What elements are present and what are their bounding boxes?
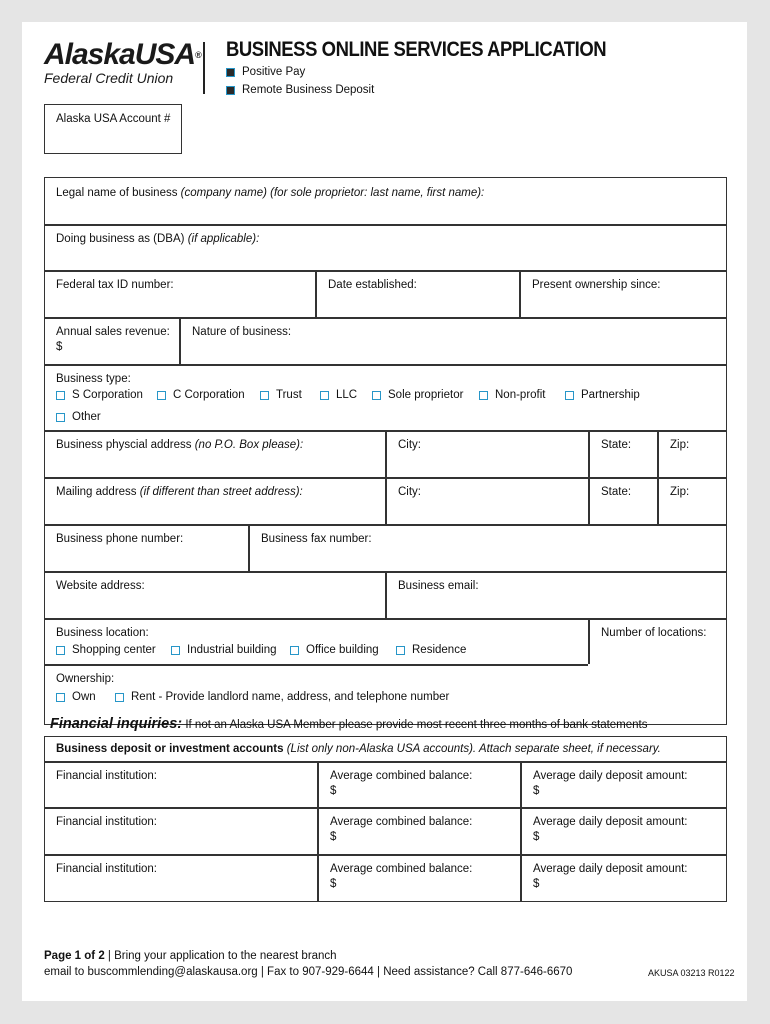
checkbox-icon (479, 391, 488, 400)
remote-deposit-checkbox[interactable]: Remote Business Deposit (226, 84, 374, 96)
positive-pay-checkbox[interactable]: Positive Pay (226, 66, 305, 78)
checkbox-icon (260, 391, 269, 400)
physical-state-field[interactable]: State: (601, 439, 632, 451)
form-page (22, 22, 747, 1001)
deposit-field-3[interactable]: Average daily deposit amount: $ (533, 863, 688, 890)
ownership-since-field[interactable]: Present ownership since: (532, 279, 661, 291)
location-residence-checkbox[interactable]: Residence (396, 644, 466, 656)
account-number-field[interactable]: Alaska USA Account # (44, 104, 182, 154)
institution-field-3[interactable]: Financial institution: (56, 863, 157, 875)
footer-line-2: email to buscommlending@alaskausa.org | Fax to 907-929-6644 | Need assistance? Call 877-646-6670 (44, 966, 573, 978)
checkbox-icon (226, 68, 235, 77)
ownership-rent-checkbox[interactable]: Rent - Provide landlord name, address, and telephone number (115, 691, 449, 703)
mailing-city-field[interactable]: City: (398, 486, 421, 498)
checkbox-icon (56, 391, 65, 400)
mailing-state-field[interactable]: State: (601, 486, 632, 498)
ownership-label: Ownership: (56, 673, 115, 685)
checkbox-icon (290, 646, 299, 655)
type-non-profit-checkbox[interactable]: Non-profit (479, 389, 546, 401)
accounts-header: Business deposit or investment accounts (List only non-Alaska USA accounts). Attach separate sheet, if necessary. (56, 743, 661, 755)
checkbox-icon (396, 646, 405, 655)
nature-of-business-field[interactable]: Nature of business: (192, 326, 292, 338)
type-c-corporation-checkbox[interactable]: C Corporation (157, 389, 245, 401)
mailing-zip-field[interactable]: Zip: (670, 486, 690, 498)
checkbox-icon (157, 391, 166, 400)
physical-zip-field[interactable]: Zip: (670, 439, 690, 451)
financial-accounts-table (44, 736, 727, 902)
physical-address-field[interactable]: Business physcial address (no P.O. Box please): (56, 439, 304, 451)
deposit-field-2[interactable]: Average daily deposit amount: $ (533, 816, 688, 843)
form-title: BUSINESS ONLINE SERVICES APPLICATION (226, 38, 607, 61)
financial-inquiries-heading: Financial inquiries: If not an Alaska USA Member please provide most recent three months of bank statements (50, 716, 648, 732)
checkbox-icon (372, 391, 381, 400)
type-other-checkbox[interactable]: Other (56, 411, 101, 423)
type-llc-checkbox[interactable]: LLC (320, 389, 357, 401)
type-s-corporation-checkbox[interactable]: S Corporation (56, 389, 143, 401)
institution-field-1[interactable]: Financial institution: (56, 770, 157, 782)
checkbox-icon (56, 413, 65, 422)
annual-sales-field[interactable]: Annual sales revenue: $ (56, 326, 170, 353)
fax-field[interactable]: Business fax number: (261, 533, 372, 545)
checkbox-icon (565, 391, 574, 400)
tax-id-field[interactable]: Federal tax ID number: (56, 279, 174, 291)
legal-name-field[interactable]: Legal name of business (company name) (for sole proprietor: last name, first name): (56, 187, 485, 199)
deposit-field-1[interactable]: Average daily deposit amount: $ (533, 770, 688, 797)
type-trust-checkbox[interactable]: Trust (260, 389, 302, 401)
phone-field[interactable]: Business phone number: (56, 533, 184, 545)
mailing-address-field[interactable]: Mailing address (if different than street address): (56, 486, 303, 498)
balance-field-3[interactable]: Average combined balance: $ (330, 863, 473, 890)
alaska-usa-logo: AlaskaUSA® Federal Credit Union (44, 38, 201, 86)
type-sole-proprietor-checkbox[interactable]: Sole proprietor (372, 389, 463, 401)
business-type-label: Business type: (56, 373, 131, 385)
date-established-field[interactable]: Date established: (328, 279, 417, 291)
balance-field-1[interactable]: Average combined balance: $ (330, 770, 473, 797)
business-location-label: Business location: (56, 627, 149, 639)
type-partnership-checkbox[interactable]: Partnership (565, 389, 640, 401)
balance-field-2[interactable]: Average combined balance: $ (330, 816, 473, 843)
checkbox-icon (56, 646, 65, 655)
checkbox-icon (115, 693, 124, 702)
location-office-building-checkbox[interactable]: Office building (290, 644, 379, 656)
email-field[interactable]: Business email: (398, 580, 479, 592)
header-divider (203, 42, 205, 94)
ownership-own-checkbox[interactable]: Own (56, 691, 96, 703)
physical-city-field[interactable]: City: (398, 439, 421, 451)
checkbox-icon (320, 391, 329, 400)
footer-line-1: Page 1 of 2 | Bring your application to the nearest branch (44, 950, 337, 962)
location-industrial-building-checkbox[interactable]: Industrial building (171, 644, 277, 656)
checkbox-icon (226, 86, 235, 95)
dba-field[interactable]: Doing business as (DBA) (if applicable): (56, 233, 260, 245)
checkbox-icon (56, 693, 65, 702)
form-code: AKUSA 03213 R0122 (648, 968, 735, 978)
checkbox-icon (171, 646, 180, 655)
location-shopping-center-checkbox[interactable]: Shopping center (56, 644, 156, 656)
business-info-form (44, 177, 727, 725)
institution-field-2[interactable]: Financial institution: (56, 816, 157, 828)
number-of-locations-field[interactable]: Number of locations: (601, 627, 707, 639)
website-field[interactable]: Website address: (56, 580, 145, 592)
